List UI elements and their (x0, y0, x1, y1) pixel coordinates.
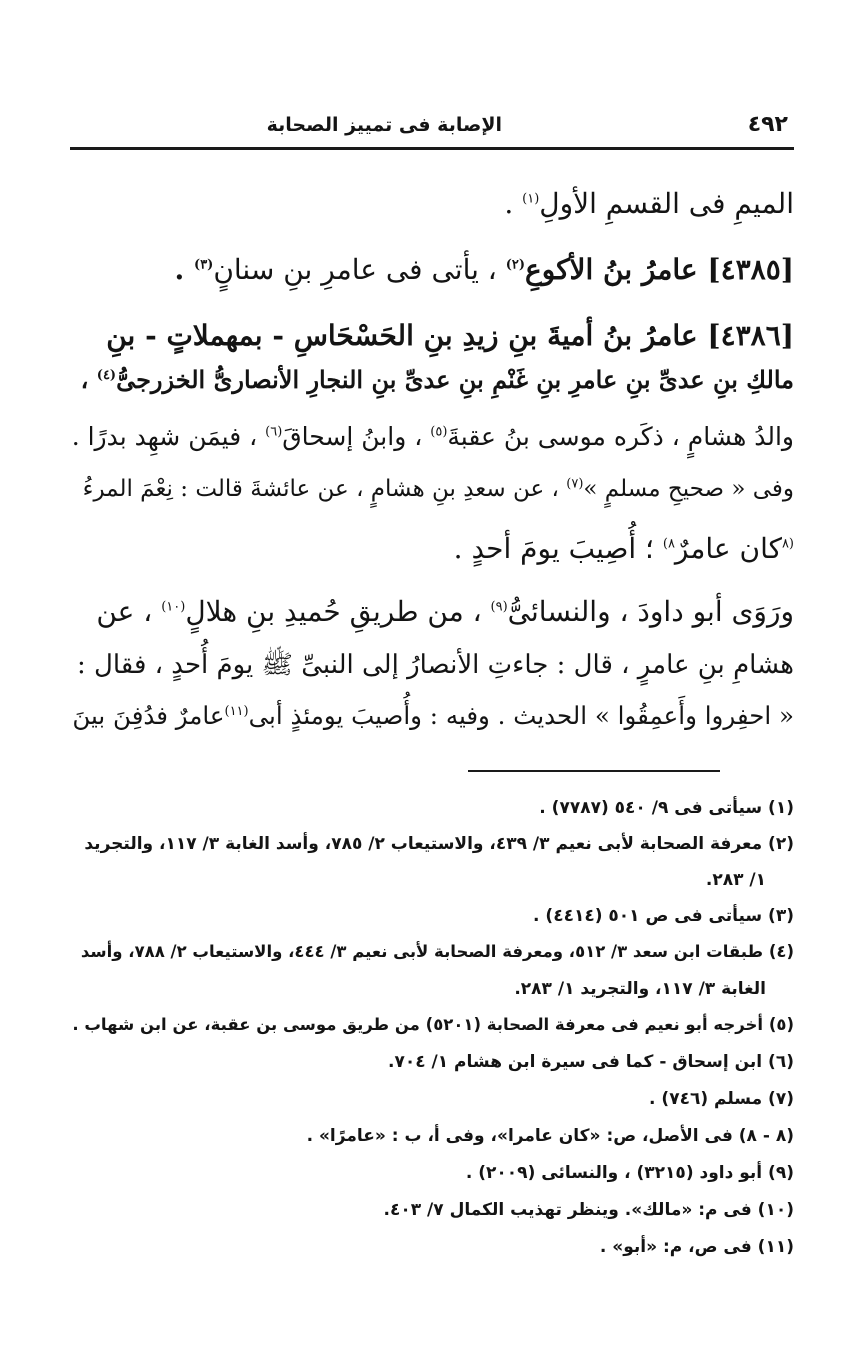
text-line (504, 187, 794, 220)
footnote-ref: (٦) (265, 424, 283, 440)
text-span: . (504, 187, 523, 220)
footnote-ref: (١٠) (161, 599, 186, 615)
footnote-ref: (٨ (781, 536, 794, 552)
footnote-continuation: ١/ ٢٨٣. (705, 870, 766, 890)
footnote-ref: (٣) (194, 257, 214, 273)
text-line (96, 595, 794, 628)
text-span: كان عامرٌ (674, 532, 782, 565)
page-header (70, 112, 794, 150)
footnote: (٢) معرفة الصحابة لأبى نعيم ٣/ ٤٣٩، والاستيعاب ٢/ ٧٨٥، وأسد الغابة ٣/ ١١٧، والتجريد (84, 834, 794, 854)
text-span: ، عن (96, 595, 162, 628)
entry-4386 (106, 319, 794, 352)
footnote-ref: (٧) (566, 476, 584, 492)
text-span: ، عن سعدِ بنِ هشامٍ ، عن عائشةَ قالت : نِعْمَ المرءُ (82, 476, 567, 502)
text-span: والدُ هشامٍ ، ذكَره موسى بنُ عقبةَ (447, 422, 794, 451)
running-title: الإصابة فى تمييز الصحابة (266, 114, 502, 136)
text-span: ، من طريقِ حُميدِ بنِ هلالٍ (185, 595, 491, 628)
footnote: (٧) مسلم (٧٤٦) . (649, 1089, 794, 1109)
text-line (453, 532, 794, 565)
footnote: (٤) طبقات ابن سعد ٣/ ٥١٢، ومعرفة الصحابة لأبى نعيم ٣/ ٤٤٤، والاستيعاب ٢/ ٧٨٨، وأسد (80, 942, 794, 961)
text-span: هشامِ بنِ عامرٍ ، قال : جاءتِ الأنصارُ إلى النبىِّ ﷺ يومَ أُحدٍ ، فقال : (76, 650, 794, 680)
text-span: الميمِ فى القسمِ الأولِ (539, 187, 794, 220)
text-span: ، وابنُ إسحاقَ (282, 422, 431, 451)
footnote-ref: (٥) (430, 424, 448, 440)
footnote: (٦) ابن إسحاق - كما فى سيرة ابن هشام ١/ ٧٠٤. (388, 1052, 794, 1072)
text-span: ؛ أُصِيبَ يومَ أحدٍ . (453, 532, 663, 565)
entry-4385 (174, 253, 794, 286)
text-span: « احفِروا وأَعمِقُوا » الحديث . وفيه : وأُصيبَ يومئذٍ أبى (248, 701, 794, 730)
entry-heading: [٤٣٨٥] عامرُ بنُ الأكوعِ (525, 253, 794, 286)
footnote-ref: (١) (522, 191, 540, 207)
footnote-ref: (١١) (224, 703, 249, 719)
text-span: ، (80, 365, 97, 394)
text-span: وفى « صحيحِ مسلمٍ » (583, 476, 794, 502)
footnote-ref: (٢) (505, 257, 526, 273)
text-span: ، يأتى فى عامرِ بنِ سنانٍ (213, 253, 506, 286)
footnote: (٣) سيأتى فى ص ٥٠١ (٤٤١٤) . (533, 906, 794, 926)
footnote: (١) سيأتى فى ٩/ ٥٤٠ (٧٧٨٧) . (539, 798, 794, 818)
text-span: ورَوَى أبو داودَ ، والنسائىُّ (507, 595, 794, 628)
text-line (72, 701, 794, 730)
text-line (83, 478, 794, 501)
header-rule (70, 147, 794, 150)
text-span: ، فيمَن شهِد بدرًا . (71, 422, 266, 451)
text-line (80, 365, 794, 394)
footnote: (١١) فى ص، م: «أبو» . (599, 1237, 794, 1257)
footnote: (٥) أخرجه أبو نعيم فى معرفة الصحابة (٥٢٠١) من طريق موسى بن عقبة، عن ابن شهاب . (72, 1015, 794, 1034)
text-span: عامرٌ فدُفِنَ بينَ (72, 701, 225, 730)
page-number: ٤٩٢ (747, 112, 788, 137)
footnote-ref: (٤) (96, 368, 117, 383)
footnote-continuation: الغابة ٣/ ١١٧، والتجريد ١/ ٢٨٣. (514, 979, 766, 999)
footnote: (٨ - ٨) فى الأصل، ص: «كان عامرا»، وفى أ، ب : «عامرًا» . (306, 1126, 794, 1146)
entry-heading: [٤٣٨٦] عامرُ بنُ أميةَ بنِ زيدِ بنِ الحَسْحَاسِ - بمهملاتٍ - بنِ (106, 319, 794, 352)
footnote-separator (468, 770, 720, 772)
footnote: (١٠) فى م: «مالك». وينظر تهذيب الكمال ٧/ ٤٠٣. (383, 1200, 794, 1220)
footnote-ref: (٩) (490, 599, 508, 615)
text-line (72, 424, 794, 449)
footnote-ref: ٨) (662, 536, 675, 552)
text-span: مالكِ بنِ عدىِّ بنِ عامرِ بنِ غَنْمِ بنِ عدىِّ بنِ النجارِ الأنصارىُّ الخزرجىُّ (116, 365, 794, 394)
text-line (77, 652, 794, 678)
footnote: (٩) أبو داود (٣٢١٥) ، والنسائى (٢٠٠٩) . (465, 1163, 794, 1183)
text-span: . (174, 253, 195, 286)
